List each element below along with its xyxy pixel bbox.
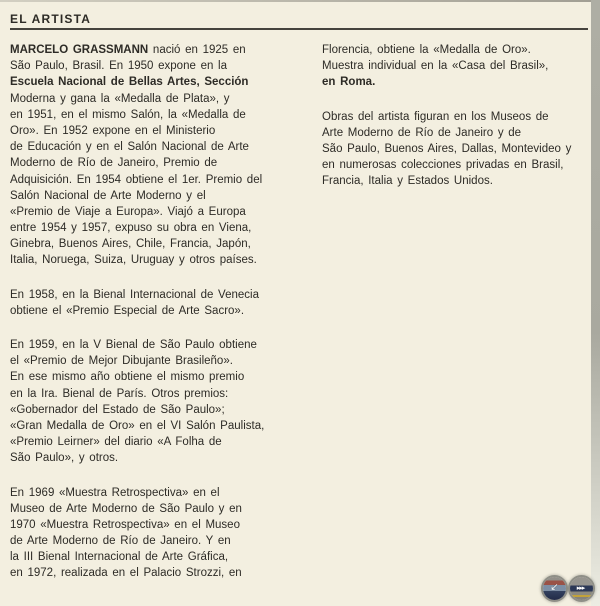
- next-button[interactable]: [570, 577, 593, 600]
- page-title: EL ARTISTA: [10, 12, 92, 26]
- paragraph: [10, 337, 310, 467]
- scan-edge-top: [0, 0, 600, 2]
- fast-forward-icon: ▸▸▸: [576, 585, 585, 592]
- text-line: «Gran Medalla de Oro» en el VI Salón Paulista,: [10, 419, 265, 432]
- left-text-column: [10, 42, 310, 582]
- paragraph: [10, 485, 310, 582]
- text-line: São Paulo, Brasil. En 1950 expone en la: [10, 60, 228, 73]
- text-line: en Roma.: [322, 76, 376, 89]
- text-line: el «Premio de Mejor Dibujante Brasileño».: [10, 355, 233, 368]
- text-line: 1970 «Muestra Retrospectiva» en el Museo: [10, 518, 240, 531]
- text-line: Salón Nacional de Arte Moderno y el: [10, 189, 206, 202]
- text-line: «Gobernador del Estado de São Paulo»;: [10, 403, 225, 416]
- header-rule: [10, 28, 588, 30]
- text-line: En 1959, en la V Bienal de São Paulo obtiene: [10, 339, 257, 351]
- text-line: de Arte Moderno de Río de Janeiro. Y en: [10, 535, 231, 548]
- text-line: São Paulo», y otros.: [10, 452, 119, 465]
- text-line: en 1972, realizada en el Palacio Strozzi, en: [10, 567, 242, 580]
- paragraph: [322, 109, 594, 190]
- paragraph: [10, 287, 310, 319]
- right-text-column: [322, 42, 594, 190]
- text-line: obtiene el «Premio Especial de Arte Sacro».: [10, 304, 245, 317]
- text-line: Italia, Noruega, Suiza, Uruguay y otros países.: [10, 254, 257, 267]
- text-line: En ese mismo año obtiene el mismo premio: [10, 371, 245, 384]
- text-line: Obras del artista figuran en los Museos de: [322, 110, 549, 123]
- text-line: Florencia, obtiene la «Medalla de Oro».: [322, 44, 531, 56]
- text-line: Moderno de Río de Janeiro, Premio de: [10, 157, 218, 170]
- text-line: «Premio de Viaje a Europa». Viajó a Europa: [10, 205, 246, 218]
- text-line: Arte Moderno de Río de Janeiro y de: [322, 126, 522, 139]
- text-line: en numerosas colecciones privadas en Brasil,: [322, 159, 564, 172]
- text-line: Oro». En 1952 expone en el Ministerio: [10, 124, 216, 137]
- text-line: Escuela Nacional de Bellas Artes, Sección: [10, 76, 249, 89]
- text-line: «Premio Leirner» del diario «A Folha de: [10, 436, 222, 449]
- text-line: de Educación y en el Salón Nacional de Arte: [10, 141, 249, 154]
- text-line: entre 1954 y 1957, expuso su obra en Viena,: [10, 222, 252, 235]
- text-line: Francia, Italia y Estados Unidos.: [322, 175, 493, 188]
- text-line: En 1969 «Muestra Retrospectiva» en el: [10, 486, 220, 499]
- text-line: Museo de Arte Moderno de São Paulo y en: [10, 502, 242, 515]
- text-line: Ginebra, Buenos Aires, Chile, Francia, Japón,: [10, 238, 251, 251]
- return-arrow-icon: ↙: [550, 581, 559, 593]
- text-line: la III Bienal Internacional de Arte Gráfica,: [10, 551, 229, 564]
- text-line: Moderna y gana la «Medalla de Plata», y: [10, 92, 230, 105]
- text-line: Adquisición. En 1954 obtiene el 1er. Premio del: [10, 173, 263, 186]
- paragraph: [10, 42, 310, 269]
- text-line: Muestra individual en la «Casa del Brasil»,: [322, 60, 549, 73]
- text-line: MARCELO GRASSMANN nació en 1925 en: [10, 44, 246, 56]
- paragraph: [322, 42, 594, 91]
- text-line: en 1951, en el mismo Salón, la «Medalla de: [10, 108, 246, 121]
- text-line: en la Ira. Bienal de París. Otros premios:: [10, 387, 229, 400]
- text-line: São Paulo, Buenos Aires, Dallas, Montevideo y: [322, 142, 572, 155]
- back-button[interactable]: [543, 577, 566, 600]
- text-line: En 1958, en la Bienal Internacional de Venecia: [10, 288, 259, 301]
